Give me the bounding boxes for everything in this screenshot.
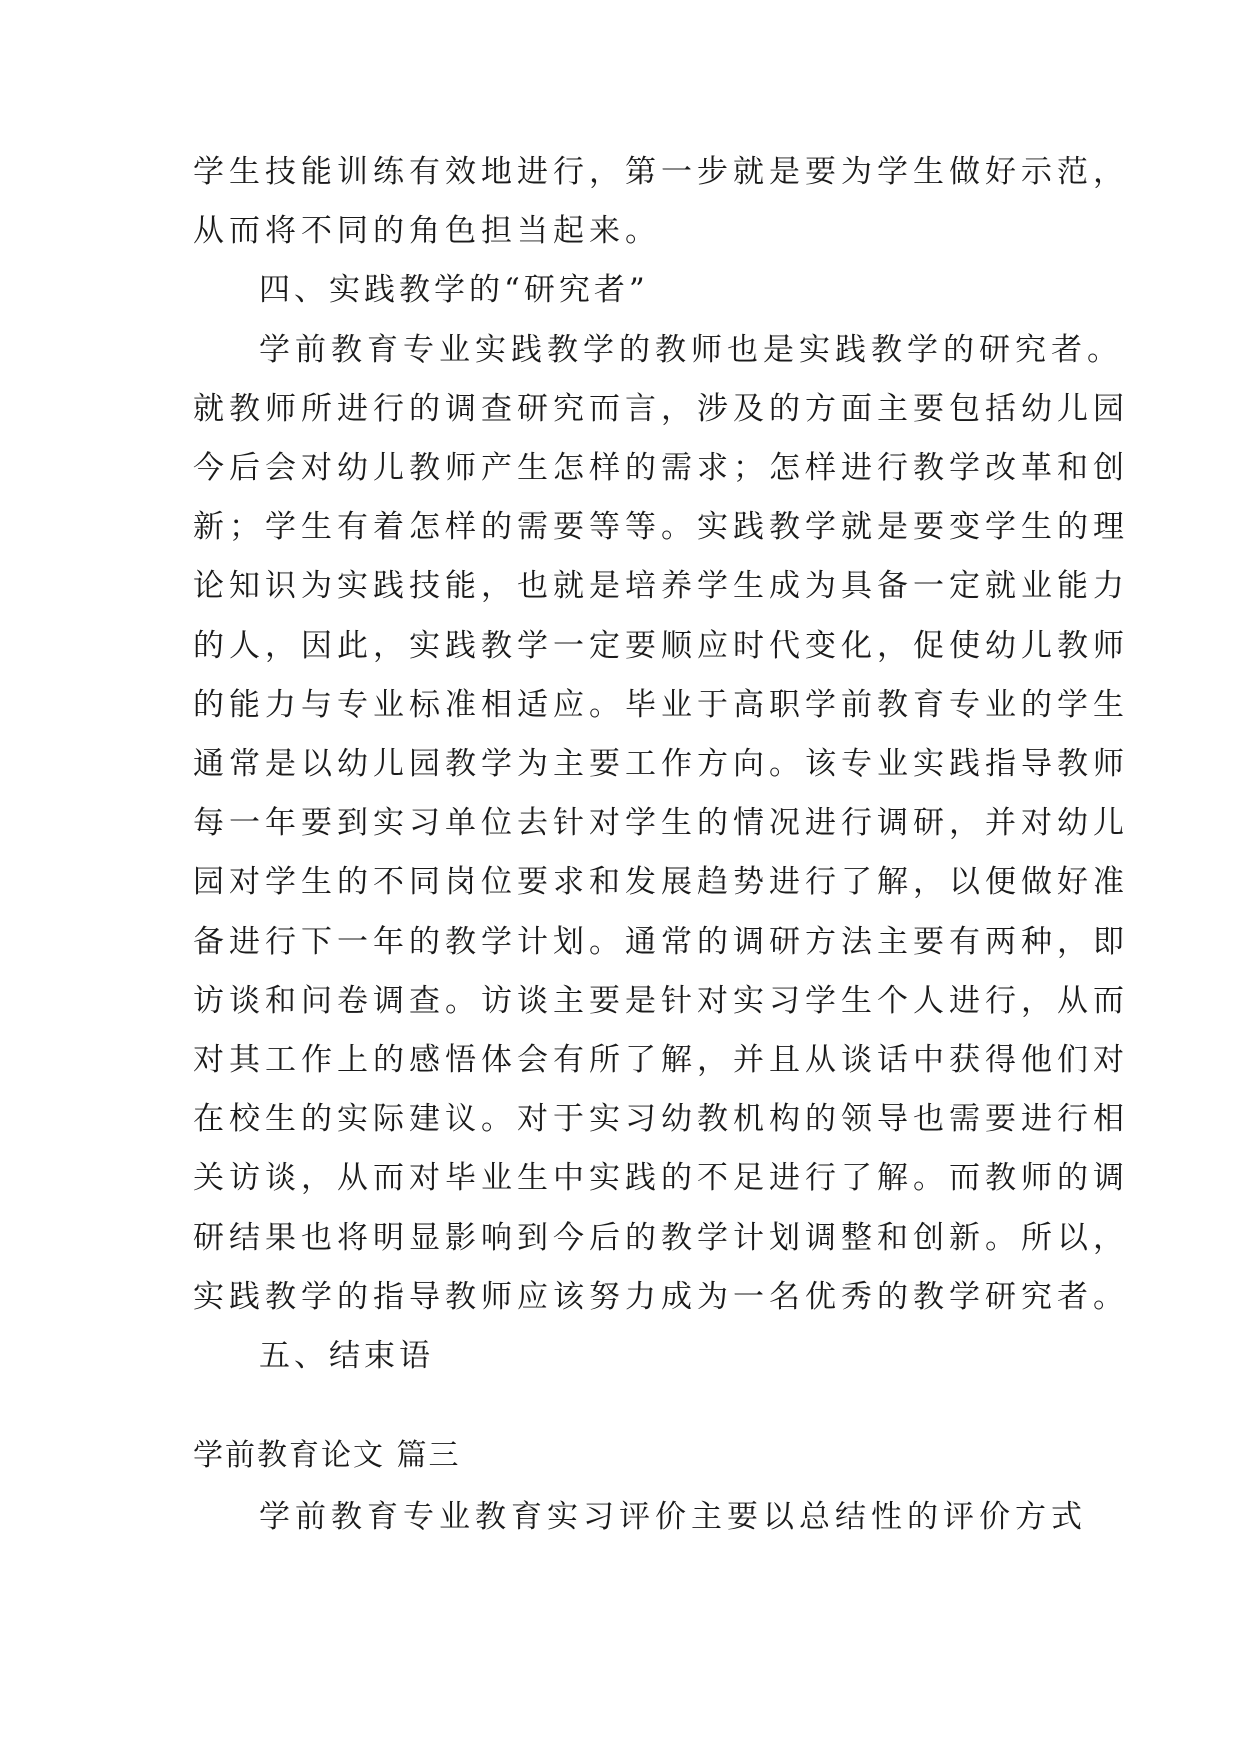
- section-heading-5: 五、结束语: [259, 1338, 434, 1374]
- paragraph-line: 就教师所进行的调查研究而言，涉及的方面主要包括幼儿园: [193, 391, 1129, 427]
- paragraph-line: 备进行下一年的教学计划。通常的调研方法主要有两种，即: [193, 924, 1129, 960]
- paragraph-line: 的人，因此，实践教学一定要顺应时代变化，促使幼儿教师: [193, 628, 1129, 664]
- paragraph-line: 论知识为实践技能，也就是培养学生成为具备一定就业能力: [193, 568, 1129, 604]
- section-heading-4: 四、实践教学的“研究者”: [259, 272, 649, 308]
- paragraph-line: 的能力与专业标准相适应。毕业于高职学前教育专业的学生: [193, 687, 1129, 723]
- paragraph-line: 访谈和问卷调查。访谈主要是针对实习学生个人进行，从而: [193, 983, 1129, 1019]
- paragraph-line: 通常是以幼儿园教学为主要工作方向。该专业实践指导教师: [193, 746, 1129, 782]
- paragraph-line: 在校生的实际建议。对于实习幼教机构的领导也需要进行相: [193, 1101, 1129, 1137]
- paragraph-line: 对其工作上的感悟体会有所了解，并且从谈话中获得他们对: [193, 1042, 1129, 1078]
- paragraph-line: 学前教育专业教育实习评价主要以总结性的评价方式: [259, 1499, 1087, 1535]
- section-title: 学前教育论文 篇三: [193, 1438, 461, 1473]
- paragraph-line: 每一年要到实习单位去针对学生的情况进行调研，并对幼儿: [193, 805, 1129, 841]
- paragraph-line: 今后会对幼儿教师产生怎样的需求；怎样进行教学改革和创: [193, 450, 1129, 486]
- paragraph-line: 研结果也将明显影响到今后的教学计划调整和创新。所以，: [193, 1220, 1129, 1256]
- paragraph-line: 新；学生有着怎样的需要等等。实践教学就是要变学生的理: [193, 509, 1129, 545]
- paragraph-line: 园对学生的不同岗位要求和发展趋势进行了解，以便做好准: [193, 864, 1129, 900]
- paragraph-line: 学前教育专业实践教学的教师也是实践教学的研究者。: [259, 332, 1123, 368]
- paragraph-line: 学生技能训练有效地进行，第一步就是要为学生做好示范，: [193, 154, 1129, 190]
- paragraph-line: 关访谈，从而对毕业生中实践的不足进行了解。而教师的调: [193, 1160, 1129, 1196]
- paragraph-line: 实践教学的指导教师应该努力成为一名优秀的教学研究者。: [193, 1279, 1129, 1315]
- paragraph-line: 从而将不同的角色担当起来。: [193, 213, 661, 249]
